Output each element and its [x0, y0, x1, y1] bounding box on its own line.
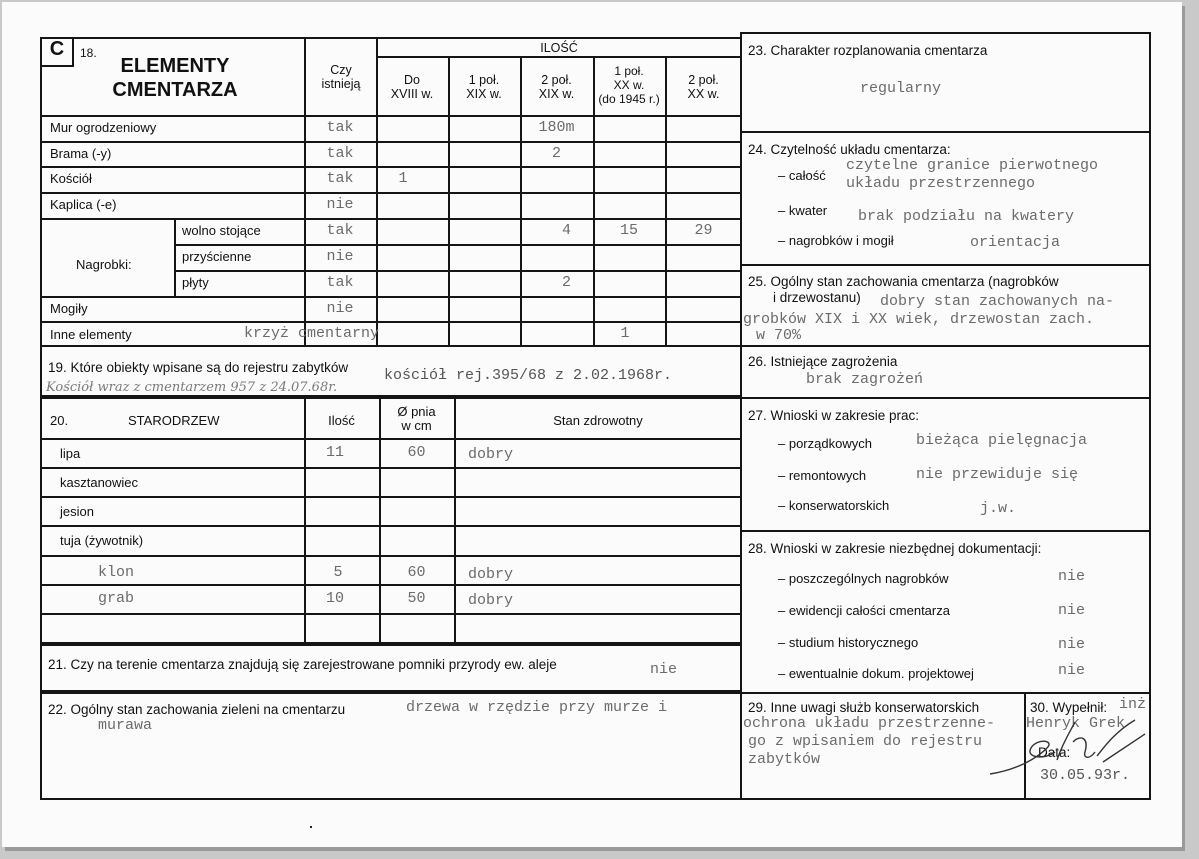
signature: [985, 712, 1155, 782]
tree-diameter: 50: [407, 590, 426, 607]
trees-diameter-header: Ø pnia w cm: [397, 404, 436, 433]
qty-wolno-1xx: 15: [619, 222, 638, 239]
qty-kosciol-xviii: 1: [398, 170, 408, 187]
exists-kosciol: tak: [326, 170, 354, 187]
q27-item-label: – remontowych: [778, 468, 867, 483]
q23-value: regularny: [860, 80, 942, 97]
quantity-header: ILOŚĆ: [540, 41, 578, 55]
tree-name: kasztanowiec: [60, 475, 139, 490]
qty-inne-1xx: 1: [620, 325, 630, 342]
qty-plyty-2xix: 2: [561, 274, 571, 291]
q28-item-value: nie: [1058, 662, 1086, 679]
tree-name: lipa: [60, 446, 81, 461]
q30-name-1: inż: [1119, 696, 1147, 713]
q21-label: 21. Czy na terenie cmentarza znajdują się zarejestrowane pomniki przyrody ew. aleje: [48, 657, 557, 672]
col-2xx-header: 2 poł. XX w.: [687, 73, 720, 101]
q19-label: 19. Które obiekty wpisane są do rejestru zabytków: [48, 360, 349, 375]
qty-wolno-2xx: 29: [694, 222, 713, 239]
exists-mogily: nie: [326, 300, 354, 317]
col-2xix-header: 2 poł. XIX w.: [538, 73, 575, 101]
q28-item-value: nie: [1058, 568, 1086, 585]
row-label-brama: Brama (-y): [50, 146, 112, 161]
qty-wolno-2xix: 4: [561, 222, 571, 239]
q22-value-2: murawa: [98, 717, 153, 734]
row-label-kosciol: Kościół: [50, 171, 92, 186]
tree-health: dobry: [468, 592, 514, 609]
exists-wolno: tak: [326, 222, 354, 239]
q28-item-label: – studium historycznego: [778, 635, 919, 650]
exists-mur: tak: [326, 119, 354, 136]
elements-title-1: ELEMENTY: [120, 55, 230, 77]
q19-typed-value: kościół rej.395/68 z 2.02.1968r.: [384, 367, 673, 384]
tree-health: dobry: [468, 446, 514, 463]
q25-label-1: 25. Ogólny stan zachowania cmentarza (nagrobków: [748, 274, 1059, 289]
row-label-przyscienne: przyścienne: [182, 249, 252, 264]
q24-kwater-value: brak podziału na kwatery: [858, 208, 1075, 225]
row-label-inne: Inne elementy: [50, 327, 132, 342]
trees-title: STARODRZEW: [128, 413, 220, 428]
q29-value-1: ochrona układu przestrzenne-: [743, 715, 996, 732]
tree-diameter: 60: [407, 444, 426, 461]
q30-date-label: Data:: [1038, 745, 1071, 760]
tree-count: 5: [333, 564, 343, 581]
q25-value-3: w 70%: [756, 327, 802, 344]
q21-value: nie: [650, 661, 678, 678]
exists-inne: krzyż cmentarny: [244, 325, 380, 342]
col-1xx-header: 1 poł. XX w. (do 1945 r.): [598, 64, 660, 106]
row-label-kaplica: Kaplica (-e): [50, 197, 117, 212]
q28-label: 28. Wnioski w zakresie niezbędnej dokumentacji:: [748, 541, 1042, 556]
q28-item-label: – ewidencji całości cmentarza: [778, 603, 950, 618]
q27-item-value: bieżąca pielęgnacja: [916, 432, 1088, 449]
q28-item-value: nie: [1058, 602, 1086, 619]
q28-item-value: nie: [1058, 636, 1086, 653]
q25-value-2: grobków XIX i XX wiek, drzewostan zach.: [743, 311, 1095, 328]
q24-label: 24. Czytelność układu cmentarza:: [748, 142, 951, 157]
tree-name: jesion: [60, 504, 94, 519]
trees-health-header: Stan zdrowotny: [553, 413, 643, 428]
tree-name: grab: [98, 590, 135, 607]
q29-value-3: zabytków: [748, 751, 821, 768]
q24-calosc-label: – całość: [778, 168, 826, 183]
q28-item-label: – ewentualnie dokum. projektowej: [778, 666, 974, 681]
qty-mur-2xix: 180m: [538, 119, 575, 136]
q26-label: 26. Istniejące zagrożenia: [748, 354, 898, 369]
row-label-mogily: Mogiły: [50, 301, 88, 316]
q24-nagrobki-label: – nagrobków i mogił: [778, 233, 894, 248]
q29-label: 29. Inne uwagi służb konserwatorskich: [748, 700, 980, 715]
section-letter: C: [49, 38, 65, 60]
q25-label-2: i drzewostanu): [773, 290, 861, 305]
q27-item-value: nie przewiduje się: [916, 466, 1079, 483]
q22-value-1: drzewa w rzędzie przy murze i: [406, 699, 668, 716]
q27-item-value: j.w.: [980, 500, 1017, 517]
q27-item-label: – porządkowych: [778, 436, 872, 451]
q30-date-value: 30.05.93r.: [1040, 767, 1131, 784]
tree-health: dobry: [468, 566, 514, 583]
row-label-mur: Mur ogrodzeniowy: [50, 120, 157, 135]
tree-name: tuja (żywotnik): [60, 533, 144, 548]
exists-plyty: tak: [326, 274, 354, 291]
row-label-plyty: płyty: [182, 275, 209, 290]
q19-handwritten-note: Kościół wraz z cmentarzem 957 z 24.07.68r.: [46, 380, 338, 395]
col-1xix-header: 1 poł. XIX w.: [466, 73, 502, 101]
q27-label: 27. Wnioski w zakresie prac:: [748, 408, 920, 423]
q28-item-label: – poszczególnych nagrobków: [778, 571, 949, 586]
exists-przyscienne: nie: [326, 248, 354, 265]
q20-number: 20.: [50, 413, 69, 428]
row-label-nagrobki: Nagrobki:: [76, 257, 132, 272]
tree-name: klon: [98, 564, 135, 581]
q24-calosc-value-1: czytelne granice pierwotnego: [846, 157, 1099, 174]
trees-count-header: Ilość: [328, 413, 355, 428]
q23-label: 23. Charakter rozplanowania cmentarza: [748, 43, 988, 58]
elements-title-2: CMENTARZA: [112, 79, 238, 101]
q24-kwater-label: – kwater: [778, 203, 828, 218]
q26-value: brak zagrożeń: [806, 371, 924, 388]
exists-brama: tak: [326, 145, 354, 162]
tree-count: 10: [325, 590, 344, 607]
qty-brama-2xix: 2: [551, 145, 561, 162]
tree-diameter: 60: [407, 564, 426, 581]
q27-item-label: – konserwatorskich: [778, 498, 890, 513]
row-label-wolno: wolno stojące: [182, 223, 261, 238]
q25-value-1: dobry stan zachowanych na-: [880, 293, 1115, 310]
q24-calosc-value-2: układu przestrzennego: [846, 175, 1036, 192]
q30-name-2: Henryk Grek: [1026, 715, 1126, 732]
exists-kaplica: nie: [326, 196, 354, 213]
section-number-18: 18.: [80, 46, 97, 60]
q30-label: 30. Wypełnił:: [1030, 700, 1108, 715]
q22-label: 22. Ogólny stan zachowania zieleni na cmentarzu: [48, 702, 346, 717]
col-xviii-header: Do XVIII w.: [390, 73, 434, 101]
speck: [310, 826, 312, 828]
col-exists-header: Czy istnieją: [321, 63, 361, 91]
q24-nagrobki-value: orientacja: [970, 234, 1061, 251]
q29-value-2: go z wpisaniem do rejestru: [748, 733, 983, 750]
tree-count: 11: [325, 444, 344, 461]
